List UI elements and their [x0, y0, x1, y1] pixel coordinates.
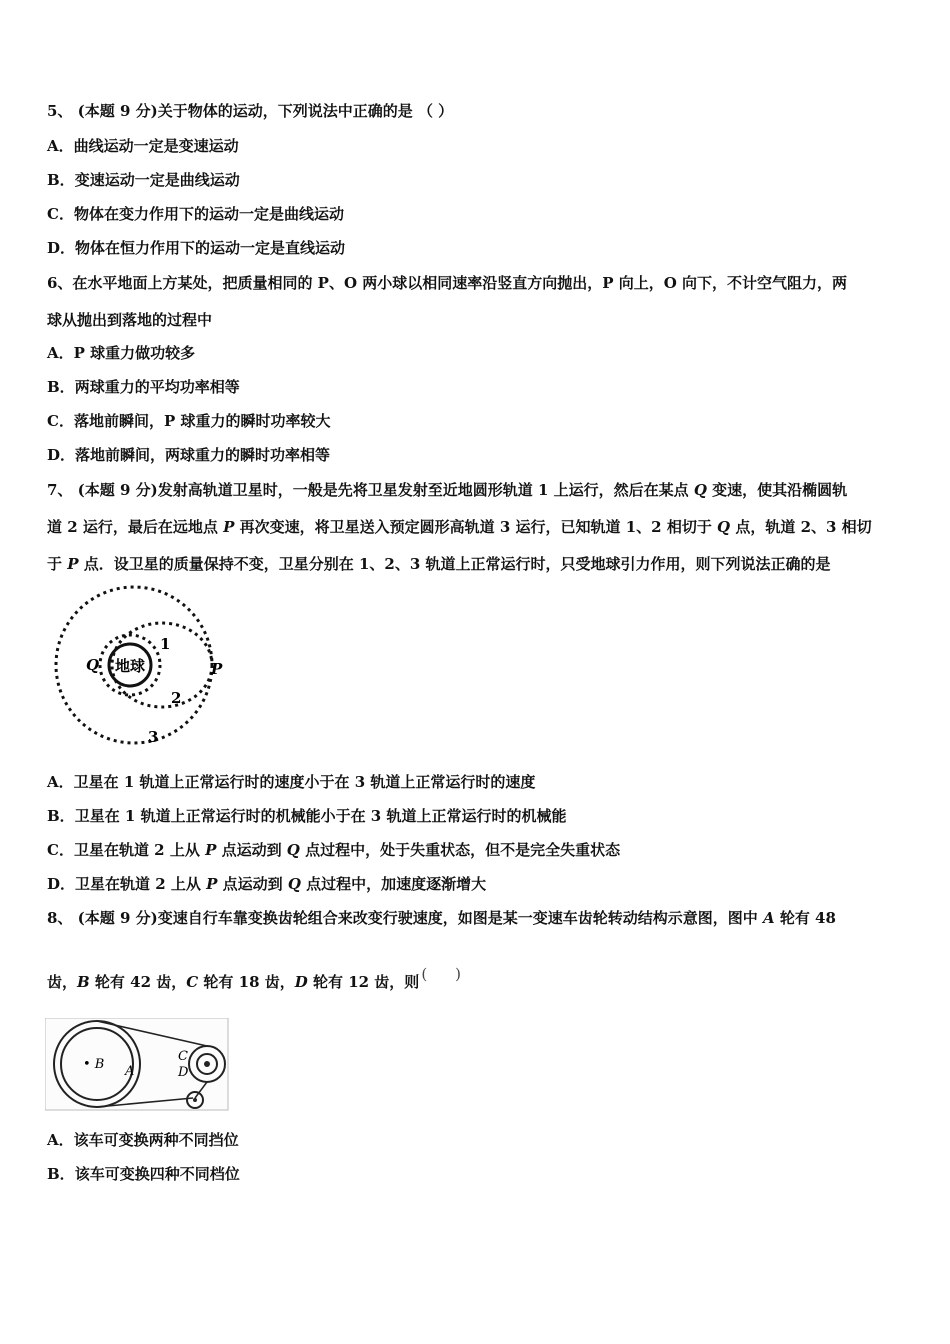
gear-d-label: D	[178, 1065, 189, 1080]
q6-stem-line2: 球从抛出到落地的过程中	[47, 311, 213, 329]
q5-option-c: C．物体在变力作用下的运动一定是曲线运动	[47, 205, 344, 223]
q7-option-d: D．卫星在轨道 2 上从 P 点运动到 Q 点过程中，加速度逐渐增大	[47, 875, 487, 893]
q8-option-b: B．该车可变换四种不同档位	[47, 1165, 240, 1183]
q7-stem-line3: 于 P 点．设卫星的质量保持不变，卫星分别在 1、2、3 轨道上正常运行时，只受地球引力作用，则下列说法正确的是	[47, 555, 831, 573]
q5-option-d: D．物体在恒力作用下的运动一定是直线运动	[47, 239, 346, 257]
q-label: Q	[86, 656, 100, 674]
q6-option-d: D．落地前瞬间，两球重力的瞬时功率相等	[47, 446, 331, 464]
q6-option-b: B．两球重力的平均功率相等	[47, 378, 240, 396]
gear-b-label: • B	[83, 1057, 105, 1072]
gear-figure-frame	[45, 1018, 228, 1110]
q7-stem-line2: 道 2 运行，最后在远地点 P 再次变速，将卫星送入预定圆形高轨道 3 运行，已知轨道 1、2 相切于 Q 点，轨道 2、3 相切	[47, 518, 872, 536]
q8-option-a: A．该车可变换两种不同挡位	[47, 1131, 239, 1149]
gear-diagram	[45, 1018, 229, 1112]
answer-paren-close: )	[455, 965, 462, 983]
q8-stem-line2: 齿，B 轮有 42 齿，C 轮有 18 齿，D 轮有 12 齿，则 ( )	[47, 965, 462, 991]
q5-option-b: B．变速运动一定是曲线运动	[47, 171, 240, 189]
q5-option-a: A．曲线运动一定是变速运动	[47, 137, 239, 155]
q5-stem: 5、 (本题 9 分)关于物体的运动，下列说法中正确的是 （ ）	[47, 102, 454, 120]
p-label: P	[211, 660, 223, 678]
gear-cd-axle	[204, 1061, 210, 1067]
q6-option-a: A．P 球重力做功较多	[47, 344, 196, 362]
q7-option-a: A．卫星在 1 轨道上正常运行时的速度小于在 3 轨道上正常运行时的速度	[47, 773, 536, 791]
q6-stem-line1: 6、在水平地面上方某处，把质量相同的 P、O 两小球以相同速率沿竖直方向抛出，P 向上，O 向下，不计空气阻力，两	[47, 274, 848, 292]
q7-option-c: C．卫星在轨道 2 上从 P 点运动到 Q 点过程中，处于失重状态，但不是完全失重状态	[47, 841, 621, 859]
tension-wheel-axle	[193, 1098, 197, 1102]
gear-a-label: A	[125, 1064, 135, 1079]
gear-c-label: C	[178, 1049, 188, 1064]
q7-stem-line1: 7、 (本题 9 分)发射高轨道卫星时，一般是先将卫星发射至近地圆形轨道 1 上运行，然后在某点 Q 变速，使其沿椭圆轨	[47, 481, 848, 499]
orbit-1-label: 1	[160, 635, 171, 653]
orbit-2-label: 2	[171, 689, 182, 707]
answer-paren-open: (	[421, 965, 428, 983]
earth-label: 地球	[114, 657, 146, 675]
q7-option-b: B．卫星在 1 轨道上正常运行时的机械能小于在 3 轨道上正常运行时的机械能	[47, 807, 567, 825]
q8-stem-line1: 8、 (本题 9 分)变速自行车靠变换齿轮组合来改变行驶速度，如图是某一变速车齿轮转动结构示意图，图中 A 轮有 48	[47, 909, 836, 927]
q6-option-c: C．落地前瞬间，P 球重力的瞬时功率较大	[47, 412, 331, 430]
orbit-diagram	[50, 585, 230, 751]
orbit-3-label: 3	[148, 728, 159, 746]
